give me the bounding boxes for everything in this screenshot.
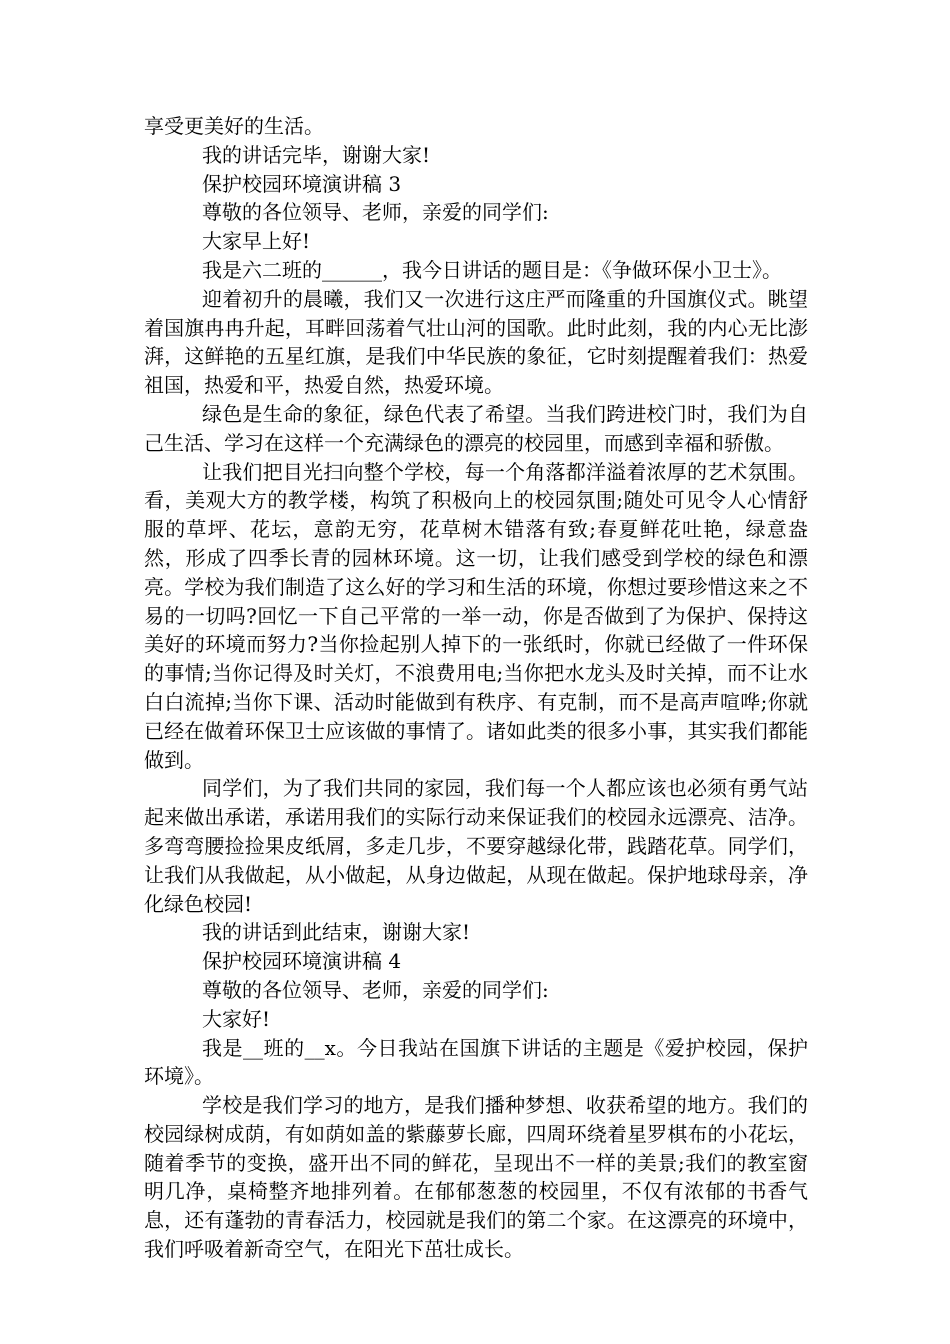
paragraph: 同学们，为了我们共同的家园，我们每一个人都应该也必须有勇气站起来做出承诺，承诺用我们的实际行动来保证我们的校园永远漂亮、洁净。多弯弯腰捡捡果皮纸屑，多走几步，不要穿越绿化带，践踏花草。同学们，让我们从我做起，从小做起，从身边做起，从现在做起。保护地球母亲，净化绿色校园! <box>144 776 808 916</box>
section-heading: 保护校园环境演讲稿 3 <box>202 171 402 196</box>
greeting: 大家早上好! <box>202 229 311 254</box>
section-heading: 保护校园环境演讲稿 4 <box>202 949 402 974</box>
paragraph: 我是六二班的______，我今日讲话的题目是：《争做环保小卫士》。 <box>202 257 782 282</box>
document-page <box>144 112 808 1264</box>
paragraph: 绿色是生命的象征，绿色代表了希望。当我们跨进校门时，我们为自己生活、学习在这样一个充满绿色的漂亮的校园里，而感到幸福和骄傲。 <box>144 401 808 455</box>
salutation: 尊敬的各位领导、老师，亲爱的同学们: <box>202 977 549 1002</box>
paragraph: 迎着初升的晨曦，我们又一次进行这庄严而隆重的升国旗仪式。眺望着国旗冉冉升起，耳畔回荡着气壮山河的国歌。此时此刻，我的内心无比澎湃，这鲜艳的五星红旗，是我们中华民族的象征，它时刻提醒着我们：热爱祖国，热爱和平，热爱自然，热爱环境。 <box>144 286 808 398</box>
paragraph: 学校是我们学习的地方，是我们播种梦想、收获希望的地方。我们的校园绿树成荫，有如荫如盖的紫藤萝长廊，四周环绕着星罗棋布的小花坛，随着季节的变换，盛开出不同的鲜花，呈现出不一样的美景;我们的教室窗明几净，桌椅整齐地排列着。在郁郁葱葱的校园里，不仅有浓郁的书香气息，还有蓬勃的青春活力，校园就是我们的第二个家。在这漂亮的环境中，我们呼吸着新奇空气，在阳光下茁壮成长。 <box>144 1093 808 1262</box>
paragraph: 我的讲话完毕，谢谢大家! <box>202 142 431 167</box>
paragraph: 我的讲话到此结束，谢谢大家! <box>202 920 471 945</box>
paragraph-continuation: 享受更美好的生活。 <box>144 114 324 138</box>
salutation: 尊敬的各位领导、老师，亲爱的同学们: <box>202 200 549 225</box>
paragraph: 让我们把目光扫向整个学校，每一个角落都洋溢着浓厚的艺术氛围。看，美观大方的教学楼，构筑了积极向上的校园氛围;随处可见令人心情舒服的草坪、花坛，意韵无穷，花草树木错落有致;春夏鲜花吐艳，绿意盎然，形成了四季长青的园林环境。这一切，让我们感受到学校的绿色和漂亮。学校为我们制造了这么好的学习和生活的环境，你想过要珍惜这来之不易的一切吗?回忆一下自己平常的一举一动，你是否做到了为保护、保持这美好的环境而努力?当你捡起别人掉下的一张纸时，你就已经做了一件环保的事情;当你记得及时关灯，不浪费用电;当你把水龙头及时关掉，而不让水白白流掉;当你下课、活动时能做到有秩序、有克制，而不是高声喧哗;你就已经在做着环保卫士应该做的事情了。诸如此类的很多小事，其实我们都能做到。 <box>144 459 808 772</box>
greeting: 大家好! <box>202 1006 271 1031</box>
paragraph: 我是__班的__x。今日我站在国旗下讲话的主题是《爱护校园，保护环境》。 <box>144 1035 808 1089</box>
